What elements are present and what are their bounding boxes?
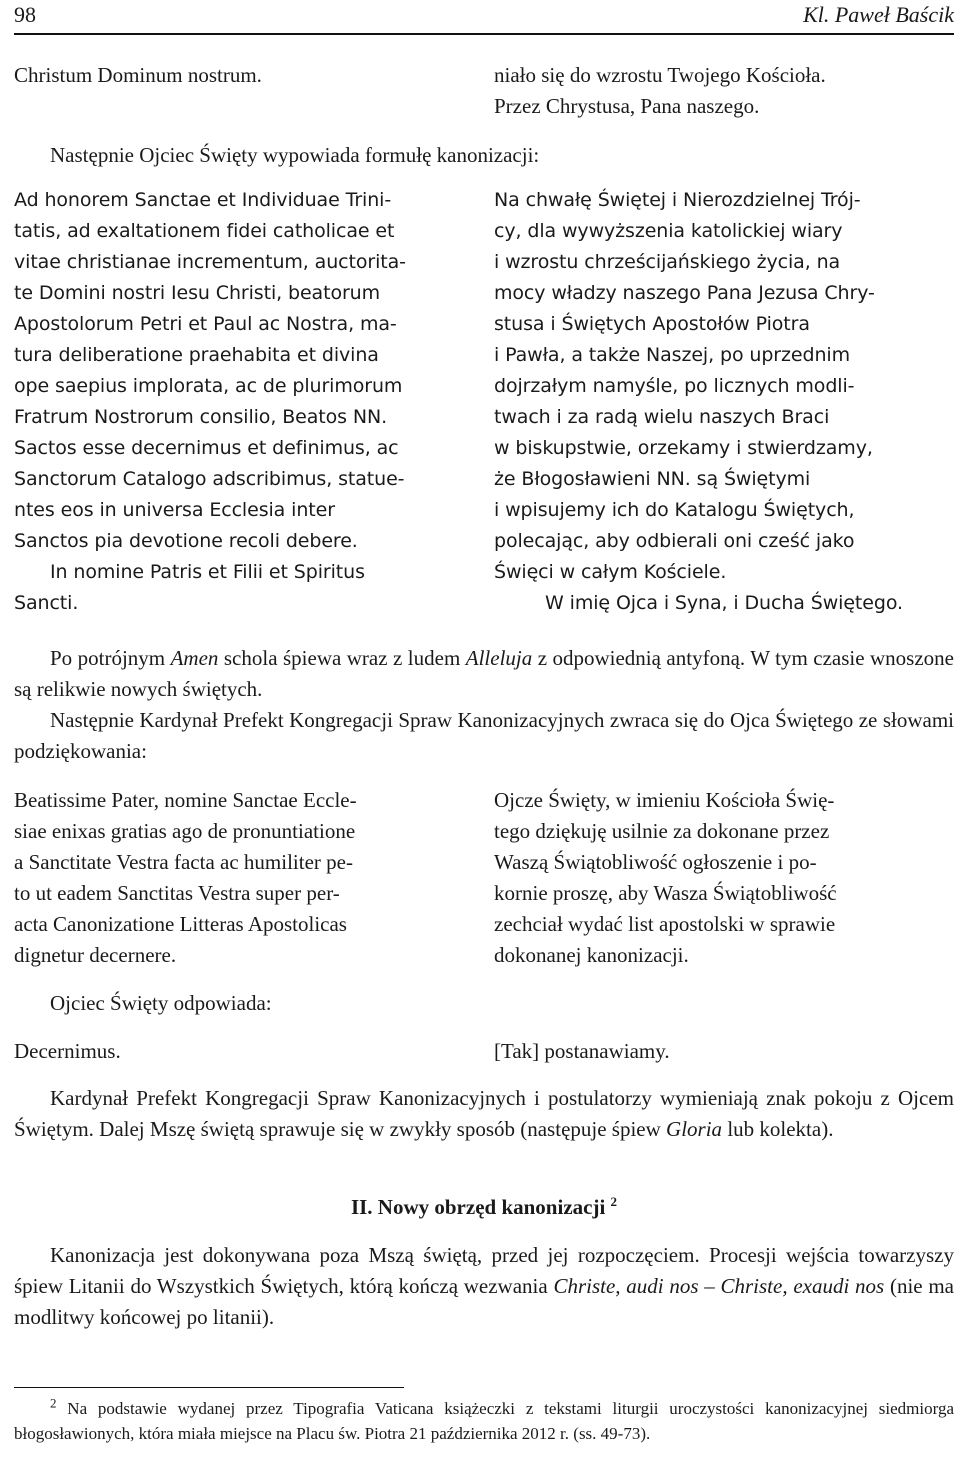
after-formula — [14, 643, 954, 767]
formula-latin-line: vitae christianae incrementum, auctorita- — [14, 251, 406, 273]
thanks-polish-line: tego dziękuję usilnie za dokonane przez — [494, 819, 830, 843]
formula-latin-line: Sactos esse decernimus et definimus, ac — [14, 437, 399, 459]
formula-latin-line: te Domini nostri Iesu Christi, beatorum — [14, 282, 381, 304]
formula-polish-line: mocy władzy naszego Pana Jezusa Chry- — [494, 282, 875, 304]
formula-polish-line: i wzrostu chrześcijańskiego życia, na — [494, 251, 841, 273]
formula-polish-line: Święci w całym Kościele. — [494, 561, 727, 583]
header-rule — [14, 33, 954, 35]
thanks-polish-line: kornie proszę, aby Wasza Świątobliwość — [494, 881, 837, 905]
thanks-latin-line: dignetur decernere. — [14, 943, 177, 967]
page-number: 98 — [14, 2, 36, 27]
formula-latin-line: ntes eos in universa Ecclesia inter — [14, 499, 335, 521]
thanks-polish-line: zechciał wydać list apostolski w sprawie — [494, 912, 836, 936]
response-intro: Ojciec Święty odpowiada: — [50, 991, 272, 1015]
thanks-polish-line: Waszą Świątobliwość ogłoszenie i po- — [494, 850, 817, 874]
formula-polish-line: stusa i Świętych Apostołów Piotra — [494, 313, 810, 335]
formula-latin-line: Apostolorum Petri et Paul ac Nostra, ma- — [14, 313, 397, 335]
formula-latin-line: tatis, ad exaltationem fidei catholicae et — [14, 220, 395, 242]
latin-continuation: Christum Dominum nostrum. — [14, 63, 262, 87]
footnote: $^2$ Na podstawie wydanej przez Tipografia Vaticana książeczki z tekstami liturgii uroczystości kanonizacyjnej siedmiorga błogosławionych, która miała miejsce na Placu św. Piotra 21 października 2012 r. (ss. 49-73). — [14, 1395, 954, 1443]
formula-latin-line: ope saepius implorata, ac de plurimorum — [14, 375, 403, 397]
thanks-latin — [14, 785, 469, 971]
thanks-latin-line: Beatissime Pater, nomine Sanctae Eccle- — [14, 788, 357, 812]
thanks-latin-line: siae enixas gratias ago de pronuntiatione — [14, 819, 356, 843]
formula-polish-line: i wpisujemy ich do Katalogu Świętych, — [494, 499, 855, 521]
paragraph-relics: Po potrójnym Amen schola śpiewa wraz z ludem Alleluja z odpowiednią antyfoną. W tym czasie wnoszone są relikwie nowych świętych. — [14, 646, 954, 701]
formula-latin-line: Fratrum Nostrorum consilio, Beatos NN. — [14, 406, 388, 428]
polish-continuation: niało się do wzrostu Twojego Kościoła. Przez Chrystusa, Pana naszego. — [494, 63, 826, 118]
canonization-formula-polish — [494, 185, 954, 619]
canonization-formula-latin — [14, 185, 469, 619]
footnote-ref: 2 — [610, 1194, 618, 1209]
thanks-polish-line: Ojcze Święty, w imieniu Kościoła Świę- — [494, 788, 835, 812]
formula-latin-line: Sanctos pia devotione recoli debere. — [14, 530, 358, 552]
formula-polish-line: twach i za radą wielu naszych Braci — [494, 406, 830, 428]
section-paragraph: Kanonizacja jest dokonywana poza Mszą świętą, przed jej rozpoczęciem. Procesji wejścia towarzyszy śpiew Litanii do Wszystkich Świętych, którą kończą wezwania Christe, audi nos – Christe, exaudi nos (nie ma modlitwy końcowej po litanii). — [14, 1243, 954, 1329]
formula-latin-line: tura deliberatione praehabita et divina — [14, 344, 379, 366]
thanks-latin-line: to ut eadem Sanctitas Vestra super per- — [14, 881, 340, 905]
formula-polish-line: Na chwałę Świętej i Nierozdzielnej Trój- — [494, 189, 861, 211]
formula-polish-line: że Błogosławieni NN. są Świętymi — [494, 468, 811, 490]
closing-paragraph: Kardynał Prefekt Kongregacji Spraw Kanonizacyjnych i postulatorzy wymieniają znak pokoju z Ojcem Świętym. Dalej Mszę świętą sprawuje się w zwykły sposób (następuje śpiew Gloria lub kolekta). — [14, 1086, 954, 1141]
paragraph-thanks-intro: Następnie Kardynał Prefekt Kongregacji Spraw Kanonizacyjnych zwraca się do Ojca Świętego ze słowami podziękowania: — [14, 708, 954, 763]
running-header — [14, 0, 954, 36]
section-heading: II. Nowy obrzęd kanonizacji $^2$ — [350, 1194, 618, 1219]
response-latin: Decernimus. — [14, 1039, 121, 1063]
intro-canonization: Następnie Ojciec Święty wypowiada formułę kanonizacji: — [50, 143, 540, 167]
thanks-latin-line: a Sanctitate Vestra facta ac humiliter pe- — [14, 850, 353, 874]
formula-polish-line: cy, dla wywyższenia katolickiej wiary — [494, 220, 843, 242]
formula-polish-line: w biskupstwie, orzekamy i stwierdzamy, — [494, 437, 873, 459]
thanks-polish-line: dokonanej kanonizacji. — [494, 943, 689, 967]
response-polish: [Tak] postanawiamy. — [494, 1039, 670, 1063]
formula-latin-line: Ad honorem Sanctae et Individuae Trini- — [14, 189, 392, 211]
formula-latin-line: Sancti. — [14, 592, 79, 614]
running-header-author: Kl. Paweł Baścik — [803, 2, 954, 27]
thanks-polish — [494, 785, 954, 971]
formula-polish-line: dojrzałym namyśle, po licznych modli- — [494, 375, 855, 397]
formula-polish-line: polecając, aby odbierali oni cześć jako — [494, 530, 855, 552]
footnote-mark: 2 — [50, 1395, 57, 1411]
formula-polish-line: W imię Ojca i Syna, i Ducha Świętego. — [545, 592, 903, 614]
thanks-latin-line: acta Canonizatione Litteras Apostolicas — [14, 912, 347, 936]
footnote-rule — [14, 1387, 404, 1388]
formula-polish-line: i Pawła, a także Naszej, po uprzednim — [494, 344, 850, 366]
formula-latin-line: Sanctorum Catalogo adscribimus, statue- — [14, 468, 405, 490]
formula-latin-line: In nomine Patris et Filii et Spiritus — [50, 561, 365, 583]
